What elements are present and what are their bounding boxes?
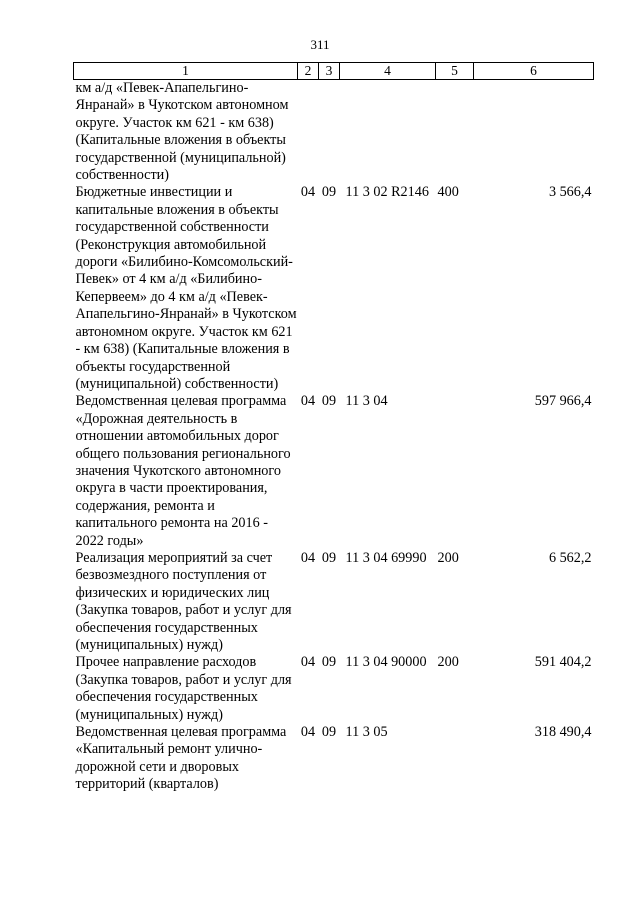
column-header-5: 5 bbox=[436, 63, 474, 80]
page-number: 311 bbox=[310, 37, 330, 52]
row-expense-type bbox=[436, 393, 474, 550]
row-section: 04 bbox=[300, 724, 316, 741]
row-target-code: 11 3 04 69990 bbox=[345, 549, 427, 566]
row-amount: 3 566,4 bbox=[548, 184, 592, 201]
row-name: км а/д «Певек-Апапельгино-Янранай» в Чукотском автономном округе. Участок км 621 - км 638) (Капитальные вложения в объекты государственной (муниципальной) собственности) bbox=[75, 80, 289, 184]
row-name: Реализация мероприятий за счет безвозмездного поступления от физических и юридических лиц (Закупка товаров, работ и услуг для обеспечения государственных (муниципальных) нужд) bbox=[75, 549, 292, 653]
row-target-code: 11 3 02 R2146 bbox=[345, 184, 429, 201]
row-section: 04 bbox=[300, 549, 316, 566]
row-subsection: 09 bbox=[321, 393, 337, 410]
row-target-code: 11 3 04 90000 bbox=[345, 654, 427, 671]
row-expense-type: 200 bbox=[437, 654, 459, 671]
row-name: Ведомственная целевая программа «Дорожная деятельность в отношении автомобильных дорог общего пользования регионального значения Чукотского автономного округа в части проектирования, содержания, ремонта и капитального ремонта на 2016 - 2022 годы» bbox=[75, 393, 291, 549]
row-amount: 318 490,4 bbox=[534, 724, 592, 741]
row-subsection: 09 bbox=[321, 184, 337, 201]
row-section: 04 bbox=[300, 654, 316, 671]
budget-table bbox=[73, 62, 594, 794]
table-row bbox=[74, 550, 594, 654]
row-subsection: 09 bbox=[321, 654, 337, 671]
row-subsection bbox=[319, 80, 340, 185]
row-name: Прочее направление расходов (Закупка товаров, работ и услуг для обеспечения государственных (муниципальных) нужд) bbox=[75, 654, 292, 723]
table-row bbox=[74, 80, 594, 185]
column-header-2: 2 bbox=[298, 63, 319, 80]
column-header-1: 1 bbox=[74, 63, 298, 80]
column-header-4: 4 bbox=[340, 63, 436, 80]
row-expense-type: 200 bbox=[437, 549, 459, 566]
table-row bbox=[74, 393, 594, 550]
row-subsection: 09 bbox=[321, 549, 337, 566]
row-name: Ведомственная целевая программа «Капитальный ремонт улично-дорожной сети и дворовых территорий (кварталов) bbox=[75, 724, 287, 793]
row-target-code: 11 3 05 bbox=[345, 724, 388, 741]
row-section: 04 bbox=[300, 393, 316, 410]
row-section bbox=[298, 80, 319, 185]
row-amount: 591 404,2 bbox=[534, 654, 592, 671]
table-row bbox=[74, 184, 594, 393]
row-subsection: 09 bbox=[321, 724, 337, 741]
row-target-code bbox=[340, 80, 436, 185]
row-amount: 597 966,4 bbox=[534, 393, 592, 410]
row-name: Бюджетные инвестиции и капитальные вложения в объекты государственной собственности (Реконструкция автомобильной дороги «Билибино-Комсомольский-Певек» от 4 км а/д «Билибино-Кепервеем» до 4 км а/д «Певек-Апапельгино-Янранай» в Чукотском автономном округе. Участок км 621 - км 638) (Капитальные вложения в объекты государственной (муниципальной) собственности) bbox=[75, 184, 297, 392]
column-header-3: 3 bbox=[319, 63, 340, 80]
table-row bbox=[74, 654, 594, 724]
row-amount bbox=[474, 80, 594, 185]
column-header-6: 6 bbox=[474, 63, 594, 80]
header-row bbox=[74, 63, 594, 80]
row-expense-type bbox=[436, 724, 474, 794]
table-row bbox=[74, 724, 594, 794]
row-section: 04 bbox=[300, 184, 316, 201]
row-amount: 6 562,2 bbox=[548, 549, 592, 566]
row-expense-type: 400 bbox=[437, 184, 459, 201]
row-expense-type bbox=[436, 80, 474, 185]
row-target-code: 11 3 04 bbox=[345, 393, 388, 410]
